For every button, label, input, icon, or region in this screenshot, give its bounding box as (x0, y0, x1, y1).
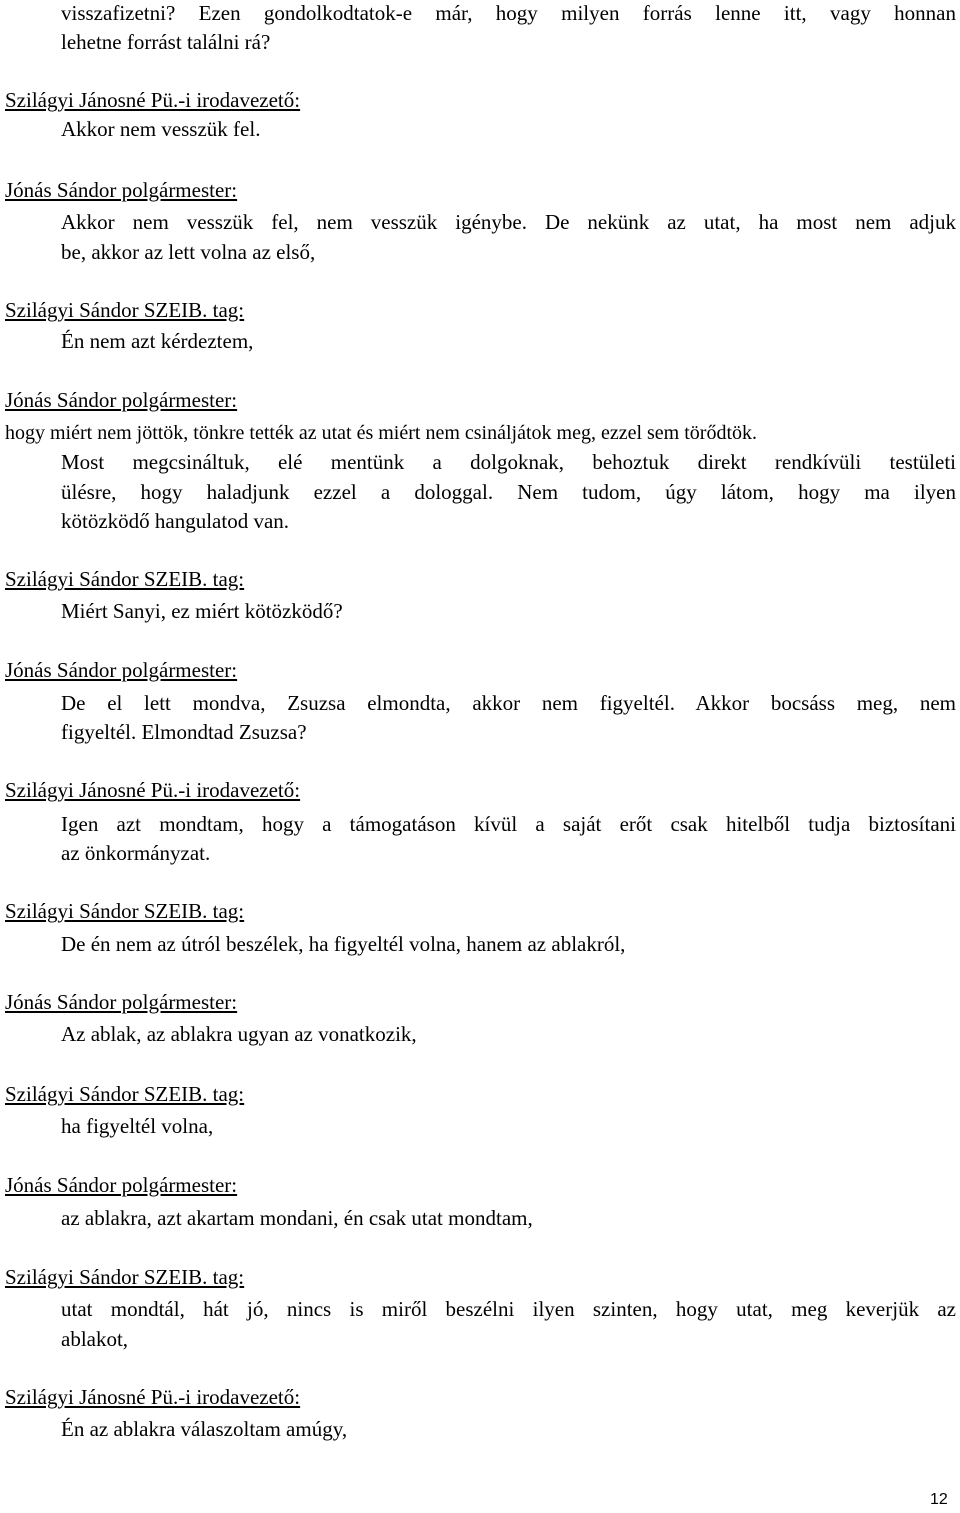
speech-line: figyeltél. Elmondtad Zsuzsa? (61, 720, 307, 744)
speaker-label: Szilágyi Jánosné Pü.-i irodavezető: (5, 778, 301, 802)
speech-line: az önkormányzat. (61, 841, 211, 865)
speaker-label: Jónás Sándor polgármester: (5, 178, 238, 202)
speaker-label: Szilágyi Sándor SZEIB. tag: (5, 298, 245, 322)
text-line: visszafizetni? Ezen gondolkodtatok-e már, hogy milyen forrás lenne itt, vagy honnan (61, 1, 956, 25)
speech-line: Akkor nem vesszük fel, nem vesszük igénybe. De nekünk az utat, ha most nem adjuk (61, 210, 956, 234)
speech-line: utat mondtál, hát jó, nincs is miről beszélni ilyen szinten, hogy utat, meg keverjük az (61, 1297, 956, 1321)
speech-line: Én nem azt kérdeztem, (61, 329, 254, 353)
speaker-label: Jónás Sándor polgármester: (5, 388, 238, 412)
text-line: lehetne forrást találni rá? (61, 30, 271, 54)
speech-line: be, akkor az lett volna az első, (61, 240, 316, 264)
speaker-label: Szilágyi Sándor SZEIB. tag: (5, 899, 245, 923)
speech-line: Én az ablakra válaszoltam amúgy, (61, 1417, 348, 1441)
speech-line: De én nem az útról beszélek, ha figyeltél volna, hanem az ablakról, (61, 932, 626, 956)
speech-line: Miért Sanyi, ez miért kötözködő? (61, 599, 343, 623)
speaker-label: Szilágyi Jánosné Pü.-i irodavezető: (5, 88, 301, 112)
speech-line: ülésre, hogy haladjunk ezzel a dologgal. Nem tudom, úgy látom, hogy ma ilyen (61, 480, 956, 504)
speaker-label: Jónás Sándor polgármester: (5, 990, 238, 1014)
speech-line: kötözködő hangulatod van. (61, 509, 290, 533)
speaker-label: Jónás Sándor polgármester: (5, 658, 238, 682)
speech-line: Igen azt mondtam, hogy a támogatáson kívül a saját erőt csak hitelből tudja biztosítani (61, 812, 956, 836)
speaker-label: Jónás Sándor polgármester: (5, 1173, 238, 1197)
speaker-label: Szilágyi Sándor SZEIB. tag: (5, 1265, 245, 1289)
speech-line: Most megcsináltuk, elé mentünk a dolgoknak, behoztuk direkt rendkívüli testületi (61, 450, 956, 474)
speaker-label: Szilágyi Jánosné Pü.-i irodavezető: (5, 1385, 301, 1409)
speaker-label: Szilágyi Sándor SZEIB. tag: (5, 1082, 245, 1106)
speech-line: ablakot, (61, 1327, 129, 1351)
speech-line: hogy miért nem jöttök, tönkre tették az utat és miért nem csináljátok meg, ezzel sem törődtök. (5, 422, 758, 444)
speech-line: Akkor nem vesszük fel. (61, 117, 261, 141)
speech-line: De el lett mondva, Zsuzsa elmondta, akkor nem figyeltél. Akkor bocsáss meg, nem (61, 691, 956, 715)
speech-line: Az ablak, az ablakra ugyan az vonatkozik, (61, 1022, 417, 1046)
speaker-label: Szilágyi Sándor SZEIB. tag: (5, 567, 245, 591)
page-number: 12 (930, 1491, 948, 1508)
speech-line: ha figyeltél volna, (61, 1114, 214, 1138)
speech-line: az ablakra, azt akartam mondani, én csak utat mondtam, (61, 1206, 533, 1230)
